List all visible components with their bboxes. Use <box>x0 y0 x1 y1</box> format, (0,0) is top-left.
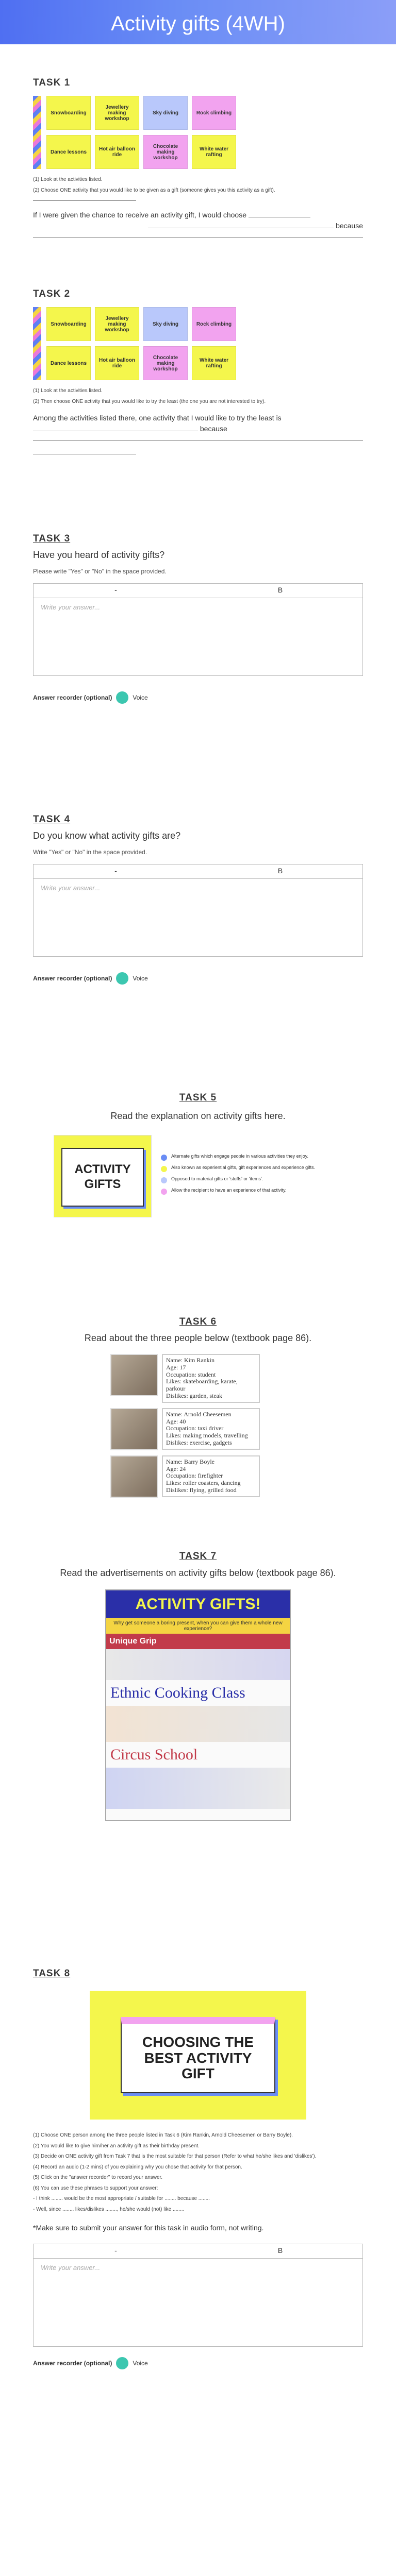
header-banner <box>0 0 396 44</box>
person-photo <box>110 1354 158 1396</box>
task6-subtitle: Read about the three people below (textbook page 86). <box>84 1333 312 1343</box>
activity-card: Snowboarding <box>46 307 91 341</box>
advert-tagline: Why get someone a boring present, when you can give them a whole new experience? <box>106 1618 290 1634</box>
task2-reason-blank[interactable] <box>33 440 363 441</box>
col-header: B <box>277 867 283 875</box>
task8-title: TASK 8 <box>33 1968 71 1979</box>
task4-recorder[interactable]: Answer recorder (optional) Voice <box>33 972 363 985</box>
activity-card: Rock climbing <box>192 96 236 130</box>
microphone-icon[interactable] <box>116 972 128 985</box>
task4-hint: Write "Yes" or "No" in the space provided. <box>33 849 147 856</box>
activity-card: Sky diving <box>143 307 188 341</box>
task8-note: *Make sure to submit your answer for this task in audio form, not writing. <box>33 2224 264 2232</box>
activity-card: Hot air balloon ride <box>95 135 139 169</box>
task8-banner-image <box>90 1991 306 2120</box>
task3-title: TASK 3 <box>33 533 71 544</box>
task2-activity-board <box>33 307 363 380</box>
explanation-points: Alternate gifts which engage people in various activities they enjoy. Also known as experiential gifts, gift experiences and experience gifts. Opposed to material gifts or 'stuffs' or 'items'. Allow the recipient to have an experience of that activity. <box>161 1154 326 1199</box>
advert-title: ACTIVITY GIFTS! <box>106 1590 290 1618</box>
people-list <box>110 1354 286 1498</box>
task1-sentence: If I were given the chance to receive an activity gift, I would choose because <box>33 211 363 230</box>
activity-card: Chocolate making workshop <box>143 346 188 380</box>
task8-answer-input[interactable]: Write your answer... <box>41 2264 101 2272</box>
col-header: - <box>114 867 117 875</box>
advert-section-2: Ethnic Cooking Class <box>110 1684 245 1702</box>
task3-recorder[interactable]: Answer recorder (optional) Voice <box>33 691 363 704</box>
activity-card: Chocolate making workshop <box>143 135 188 169</box>
page-title: Activity gifts (4WH) <box>111 12 285 35</box>
col-header: B <box>277 586 283 594</box>
activity-card: Hot air balloon ride <box>95 346 139 380</box>
task8-steps: (1) Choose ONE person among the three people listed in Task 6 (Kim Rankin, Arnold Cheesemen or Barry Boyle). (2) You would like to give him/her an activity gift as their birthday present. (3) Decide on ONE activity gift from Task 7 that is the most suitable for that person (Refer to what he/she likes and 'dislikes'). (4) Record an audio (1-2 mins) of you explaining why you chose that activity for that person. (5) Click on the "answer recorder" to record your answer. (6) You can use these phrases to support your answer: - I think ........ would be the most appropriate / suitable for ........ because ........ - Well, since ........ likes/dislikes ........, he/she would (not) like ........ <box>33 2132 317 2212</box>
task8-recorder[interactable]: Answer recorder (optional) Voice <box>33 2357 363 2369</box>
task5-title: TASK 5 <box>179 1092 217 1103</box>
advert-section-3: Circus School <box>110 1746 198 1764</box>
task1-blank[interactable] <box>33 200 136 201</box>
task3-section <box>33 533 363 704</box>
advert-section-1: Unique Grip <box>106 1634 290 1649</box>
col-header: - <box>114 2246 117 2255</box>
task5-section <box>33 1092 363 1217</box>
activity-card: Sky diving <box>143 96 188 130</box>
explanation-card <box>54 1135 363 1217</box>
task7-section <box>33 1551 363 1821</box>
activity-gifts-advert <box>105 1589 291 1821</box>
task2-sentence: Among the activities listed there, one activity that I would like to try the least is because <box>33 414 282 433</box>
decorative-strip <box>33 307 41 380</box>
task4-answer-input[interactable]: Write your answer... <box>41 884 101 892</box>
microphone-icon[interactable] <box>116 691 128 704</box>
task3-hint: Please write "Yes" or "No" in the space provided. <box>33 568 167 575</box>
col-header: - <box>114 586 117 594</box>
activity-card: Snowboarding <box>46 96 91 130</box>
task7-subtitle: Read the advertisements on activity gifts below (textbook page 86). <box>60 1568 336 1578</box>
task8-section <box>33 1968 363 2369</box>
explanation-image <box>54 1135 152 1217</box>
task3-answer-table <box>33 583 363 676</box>
task4-section <box>33 814 363 985</box>
task1-title: TASK 1 <box>33 77 71 88</box>
task3-question: Have you heard of activity gifts? <box>33 550 165 560</box>
task7-title: TASK 7 <box>179 1551 217 1562</box>
task2-section <box>33 289 363 457</box>
activity-card: Rock climbing <box>192 307 236 341</box>
activity-card: White water rafting <box>192 135 236 169</box>
person-photo <box>110 1408 158 1450</box>
task1-activity-board <box>33 96 363 169</box>
task8-banner: CHOOSING THE BEST ACTIVITY GIFT <box>121 2017 275 2093</box>
task4-answer-table <box>33 864 363 957</box>
activity-card: Dance lessons <box>46 135 91 169</box>
person-photo <box>110 1455 158 1498</box>
activity-gifts-label: ACTIVITY GIFTS <box>61 1148 144 1207</box>
task2-instructions: (1) Look at the activities listed. (2) Then choose ONE activity that you would like to try the least (the one you are not interested to try). <box>33 388 266 404</box>
col-header: B <box>277 2246 283 2255</box>
microphone-icon[interactable] <box>116 2357 128 2369</box>
task6-section <box>33 1316 363 1503</box>
task2-title: TASK 2 <box>33 289 71 299</box>
activity-card: Jewellery making workshop <box>95 307 139 341</box>
decorative-strip <box>33 96 41 169</box>
task1-instructions: (1) Look at the activities listed. (2) Choose ONE activity that you would like to be given as a gift (someone gives you this activity as a gift). <box>33 177 275 193</box>
person-card: Name: Arnold Cheesemen Age: 40 Occupation: taxi driver Likes: making models, travelling Dislikes: exercise, gadgets <box>110 1408 286 1450</box>
activity-card: Dance lessons <box>46 346 91 380</box>
task8-answer-table <box>33 2244 363 2347</box>
task5-subtitle: Read the explanation on activity gifts here. <box>110 1111 286 1121</box>
activity-card: Jewellery making workshop <box>95 96 139 130</box>
task3-answer-input[interactable]: Write your answer... <box>41 603 101 611</box>
task1-section <box>33 77 363 241</box>
task4-title: TASK 4 <box>33 814 71 825</box>
task4-question: Do you know what activity gifts are? <box>33 831 181 841</box>
person-card: Name: Barry Boyle Age: 24 Occupation: firefighter Likes: roller coasters, dancing Dislikes: flying, grilled food <box>110 1455 286 1498</box>
task6-title: TASK 6 <box>179 1316 217 1327</box>
activity-card: White water rafting <box>192 346 236 380</box>
person-card: Name: Kim Rankin Age: 17 Occupation: student Likes: skateboarding, karate, parkour Dislikes: garden, steak <box>110 1354 286 1403</box>
